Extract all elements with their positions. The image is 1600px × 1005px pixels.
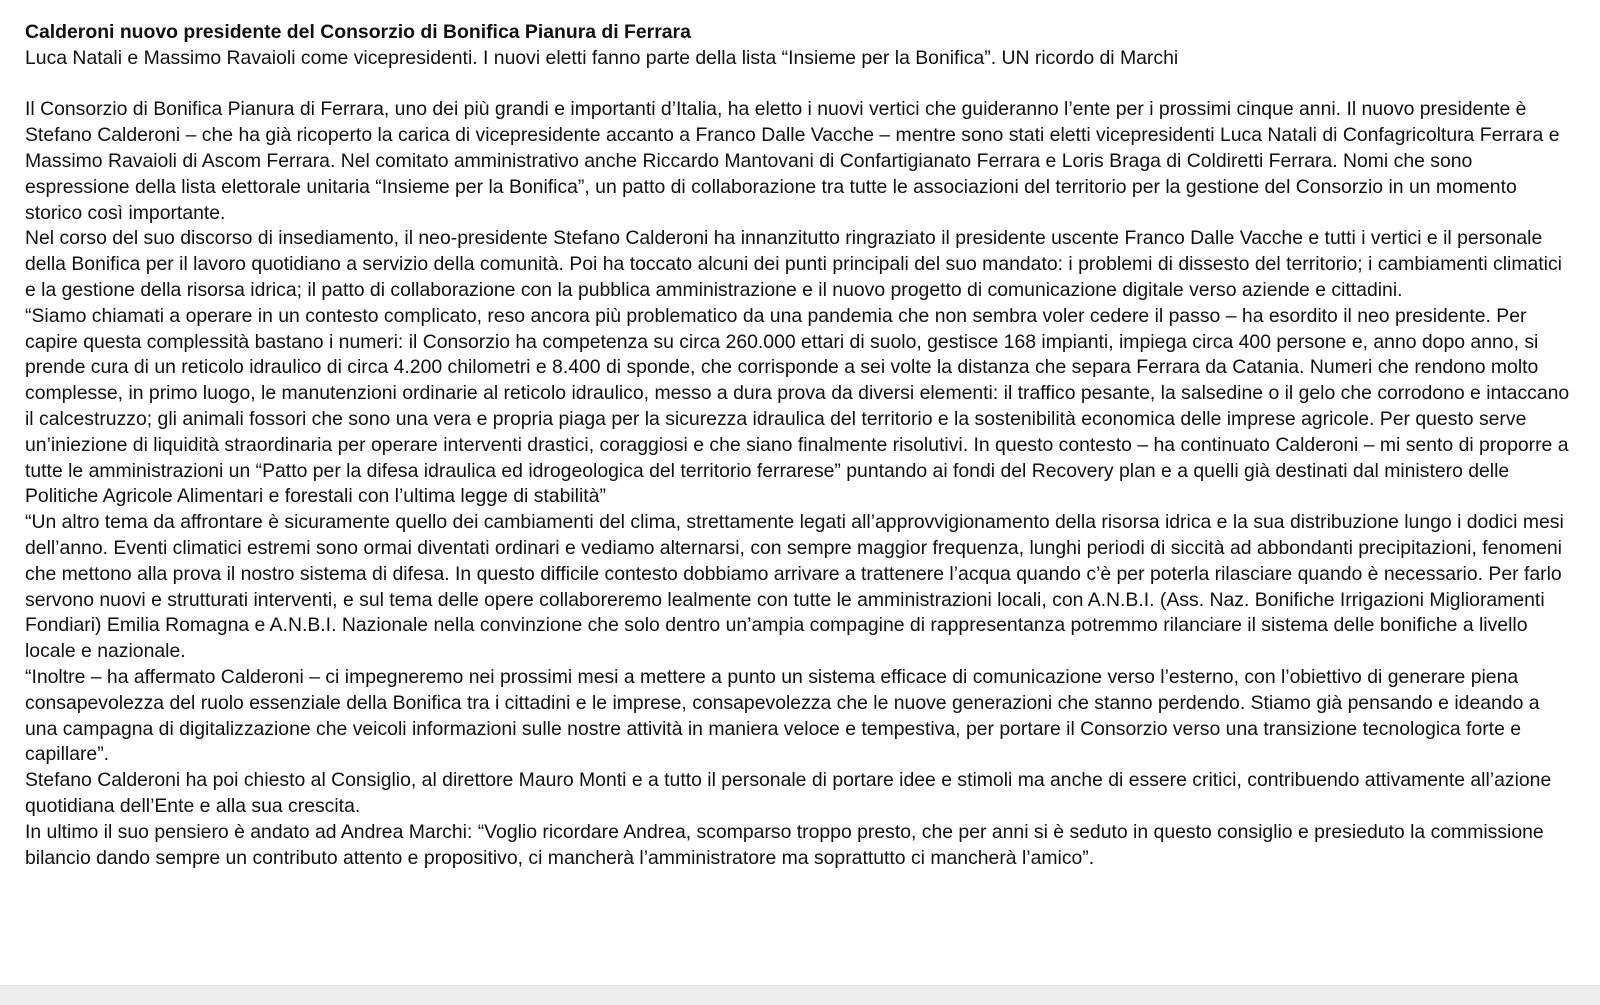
paragraph-insediamento: Nel corso del suo discorso di insediamento, il neo-presidente Stefano Calderoni ha innanzitutto ringraziato il presidente uscente Franco Dalle Vacche e tutti i vertici e il personale della Bonifica per il lavoro quotidiano a servizio della comunità. Poi ha toccato alcuni dei punti principali del suo mandato: i problemi di dissesto del territorio; i cambiamenti climatici e la gestione della risorsa idrica; il patto di collaborazione con la pubblica amministrazione e il nuovo progetto di comunicazione digitale verso aziende e cittadini. [25,227,1562,301]
article-body [25,20,1570,871]
paragraph-comunicazione: “Inoltre – ha affermato Calderoni – ci impegneremo nei prossimi mesi a mettere a punto un sistema efficace di comunicazione verso l’esterno, con l’obiettivo di generare piena consapevolezza del ruolo essenziale della Bonifica tra i cittadini e le imprese, consapevolezza che le nuove generazioni che stanno perdendo. Stiamo già pensando e ideando a una campagna di digitalizzazione che veicoli informazioni sulle nostre attività in maniera veloce e tempestiva, per portare il Consorzio verso una transizione tecnologica forte e capillare”. [25,665,1540,766]
bottom-edge-bar [0,985,1600,1005]
paragraph-consiglio: Stefano Calderoni ha poi chiesto al Consiglio, al direttore Mauro Monti e a tutto il personale di portare idee e stimoli ma anche di essere critici, contribuendo attivamente all’azione quotidiana dell’Ente e alla sua crescita. [25,769,1552,817]
paragraph-contesto: “Siamo chiamati a operare in un contesto complicato, reso ancora più problematico da una pandemia che non sembra voler cedere il passo – ha esordito il neo presidente. Per capire questa complessità bastano i numeri: il Consorzio ha competenza su circa 260.000 ettari di suolo, gestisce 168 impianti, impiega circa 400 persone e, anno dopo anno, si prende cura di un reticolo idraulico di circa 4.200 chilometri e 8.400 di sponde, che corrisponde a sei volte la distanza che separa Ferrara da Catania. Numeri che rendono molto complesse, in primo luogo, le manutenzioni ordinarie al reticolo idraulico, messo a dura prova da diversi elementi: il traffico pesante, la salsedine o il gelo che corrodono e intaccano il calcestruzzo; gli animali fossori che sono una vera e propria piaga per la sicurezza idraulica del territorio e la sostenibilità economica delle imprese agricole. Per questo serve un’iniezione di liquidità straordinaria per operare interventi drastici, coraggiosi e che siano finalmente risolutivi. In questo contesto – ha continuato Calderoni – mi sento di proporre a tutte le amministrazioni un “Patto per la difesa idraulica ed idrogeologica del territorio ferrarese” puntando ai fondi del Recovery plan e a quelli già destinati dal ministero delle Politiche Agricole Alimentari e forestali con l’ultima legge di stabilità” [25,304,1570,508]
article-subtitle: Luca Natali e Massimo Ravaioli come vicepresidenti. I nuovi eletti fanno parte della lista “Insieme per la Bonifica”. UN ricordo di Marchi [25,46,1179,69]
article-title: Calderoni nuovo presidente del Consorzio di Bonifica Pianura di Ferrara [25,21,691,43]
paragraph-clima: “Un altro tema da affrontare è sicuramente quello dei cambiamenti del clima, strettamente legati all’approvvigionamento della risorsa idrica e la sua distribuzione lungo i dodici mesi dell’anno. Eventi climatici estremi sono ormai diventati ordinari e vediamo alternarsi, con sempre maggior frequenza, lunghi periodi di siccità ad abbondanti precipitazioni, fenomeni che mettono alla prova il nostro sistema di difesa. In questo difficile contesto dobbiamo arrivare a trattenere l’acqua quando c’è per poterla rilasciare quando è necessario. Per farlo servono nuovi e strutturati interventi, e sul tema delle opere collaboreremo lealmente con tutte le amministrazioni locali, con A.N.B.I. (Ass. Naz. Bonifiche Irrigazioni Miglioramenti Fondiari) Emilia Romagna e A.N.B.I. Nazionale nella convinzione che solo dentro un’ampia compagine di rappresentanza potremmo rilanciare il sistema delle bonifiche a livello locale e nazionale. [25,511,1564,663]
paragraph-ricordo: In ultimo il suo pensiero è andato ad Andrea Marchi: “Voglio ricordare Andrea, scomparso troppo presto, che per anni si è seduto in questo consiglio e presieduto la commissione bilancio dando sempre un contributo attento e propositivo, ci mancherà l’amministratore ma soprattutto ci mancherà l’amico”. [25,820,1544,869]
paragraph-intro: Il Consorzio di Bonifica Pianura di Ferrara, uno dei più grandi e importanti d’Italia, ha eletto i nuovi vertici che guideranno l’ente per i prossimi cinque anni. Il nuovo presidente è Stefano Calderoni – che ha già ricoperto la carica di vicepresidente accanto a Franco Dalle Vacche – mentre sono stati eletti vicepresidenti Luca Natali di Confagricoltura Ferrara e Massimo Ravaioli di Ascom Ferrara. Nel comitato amministrativo anche Riccardo Mantovani di Confartigianato Ferrara e Loris Braga di Coldiretti Ferrara. Nomi che sono espressione della lista elettorale unitaria “Insieme per la Bonifica”, un patto di collaborazione tra tutte le associazioni del territorio per la gestione del Consorzio in un momento storico così importante. [25,98,1560,224]
